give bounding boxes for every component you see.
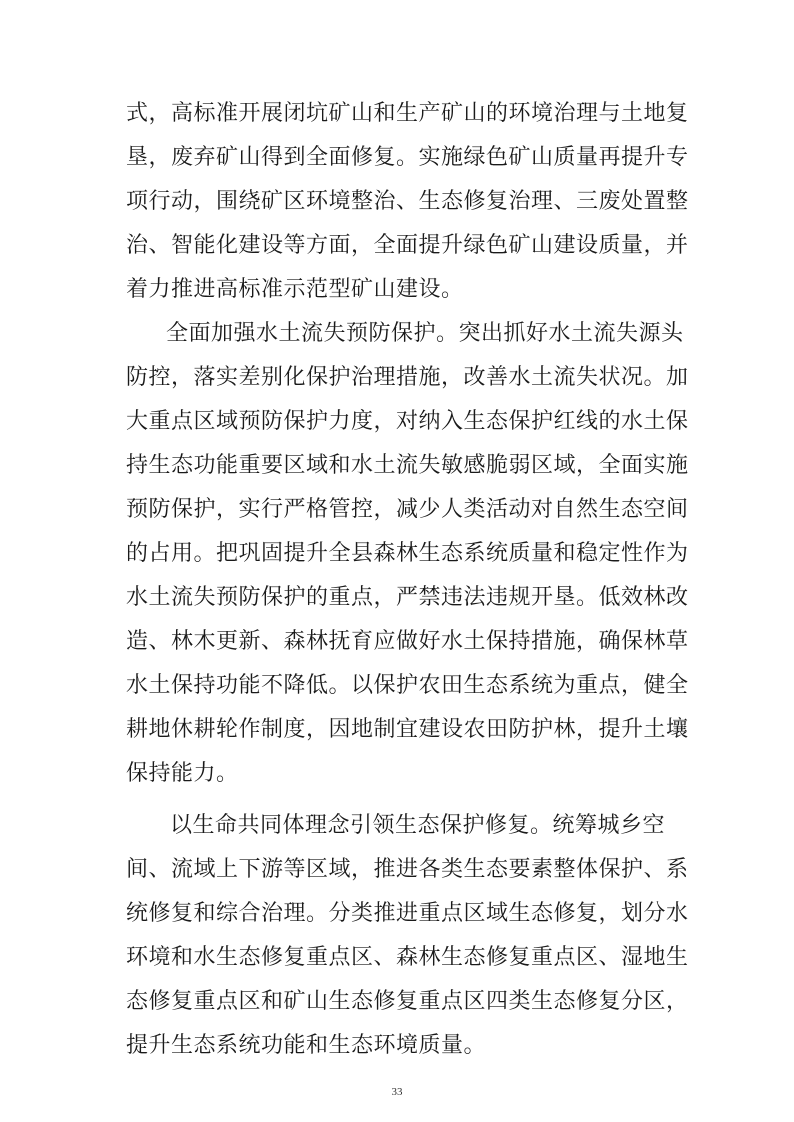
body-text-line: 水土流失预防保护的重点，严禁违法违规开垦。低效林改 [126, 585, 689, 610]
page-number: 33 [391, 1086, 403, 1098]
body-text-line: 防控，落实差别化保护治理措施，改善水土流失状况。加 [126, 365, 689, 390]
body-text-line: 项行动，围绕矿区环境整治、生态修复治理、三废处置整 [126, 189, 689, 214]
paragraph-heading: 以生命共同体理念引领生态保护修复。 [170, 813, 553, 838]
paragraph-first-line-text: 突出抓好水土流失源头 [458, 321, 684, 346]
body-text-line: 着力推进高标准示范型矿山建设。 [126, 277, 464, 302]
body-text-line: 持生态功能重要区域和水土流失敏感脆弱区域，全面实施 [126, 453, 689, 478]
body-text-line: 耕地休耕轮作制度，因地制宜建设农田防护林，提升土壤 [126, 717, 689, 742]
paragraph-first-line [170, 810, 665, 842]
body-text-line: 的占用。把巩固提升全县森林生态系统质量和稳定性作为 [126, 541, 689, 566]
paragraph-heading: 全面加强水土流失预防保护。 [166, 321, 459, 346]
body-text-line: 预防保护，实行严格管控，减少人类活动对自然生态空间 [126, 497, 689, 522]
body-text-line: 水土保持功能不降低。以保护农田生态系统为重点，健全 [126, 673, 689, 698]
paragraph-first-line-text: 统筹城乡空 [552, 813, 666, 838]
body-text-line: 造、林木更新、森林抚育应做好水土保持措施，确保林草 [126, 629, 689, 654]
body-text-line: 间、流域上下游等区域，推进各类生态要素整体保护、系 [126, 857, 689, 882]
body-text-line: 保持能力。 [126, 761, 239, 786]
body-text-line: 大重点区域预防保护力度，对纳入生态保护红线的水土保 [126, 409, 689, 434]
body-text-line: 环境和水生态修复重点区、森林生态修复重点区、湿地生 [126, 945, 689, 970]
body-text-line: 态修复重点区和矿山生态修复重点区四类生态修复分区， [126, 989, 689, 1014]
body-text-line: 提升生态系统功能和生态环境质量。 [126, 1033, 487, 1058]
body-text-line: 垦，废弃矿山得到全面修复。实施绿色矿山质量再提升专 [126, 145, 689, 170]
body-text-line: 式，高标准开展闭坑矿山和生产矿山的环境治理与土地复 [126, 101, 689, 126]
body-text-line: 统修复和综合治理。分类推进重点区域生态修复，划分水 [126, 901, 689, 926]
paragraph-first-line [166, 318, 684, 350]
body-text-line: 治、智能化建设等方面，全面提升绿色矿山建设质量，并 [126, 233, 689, 258]
